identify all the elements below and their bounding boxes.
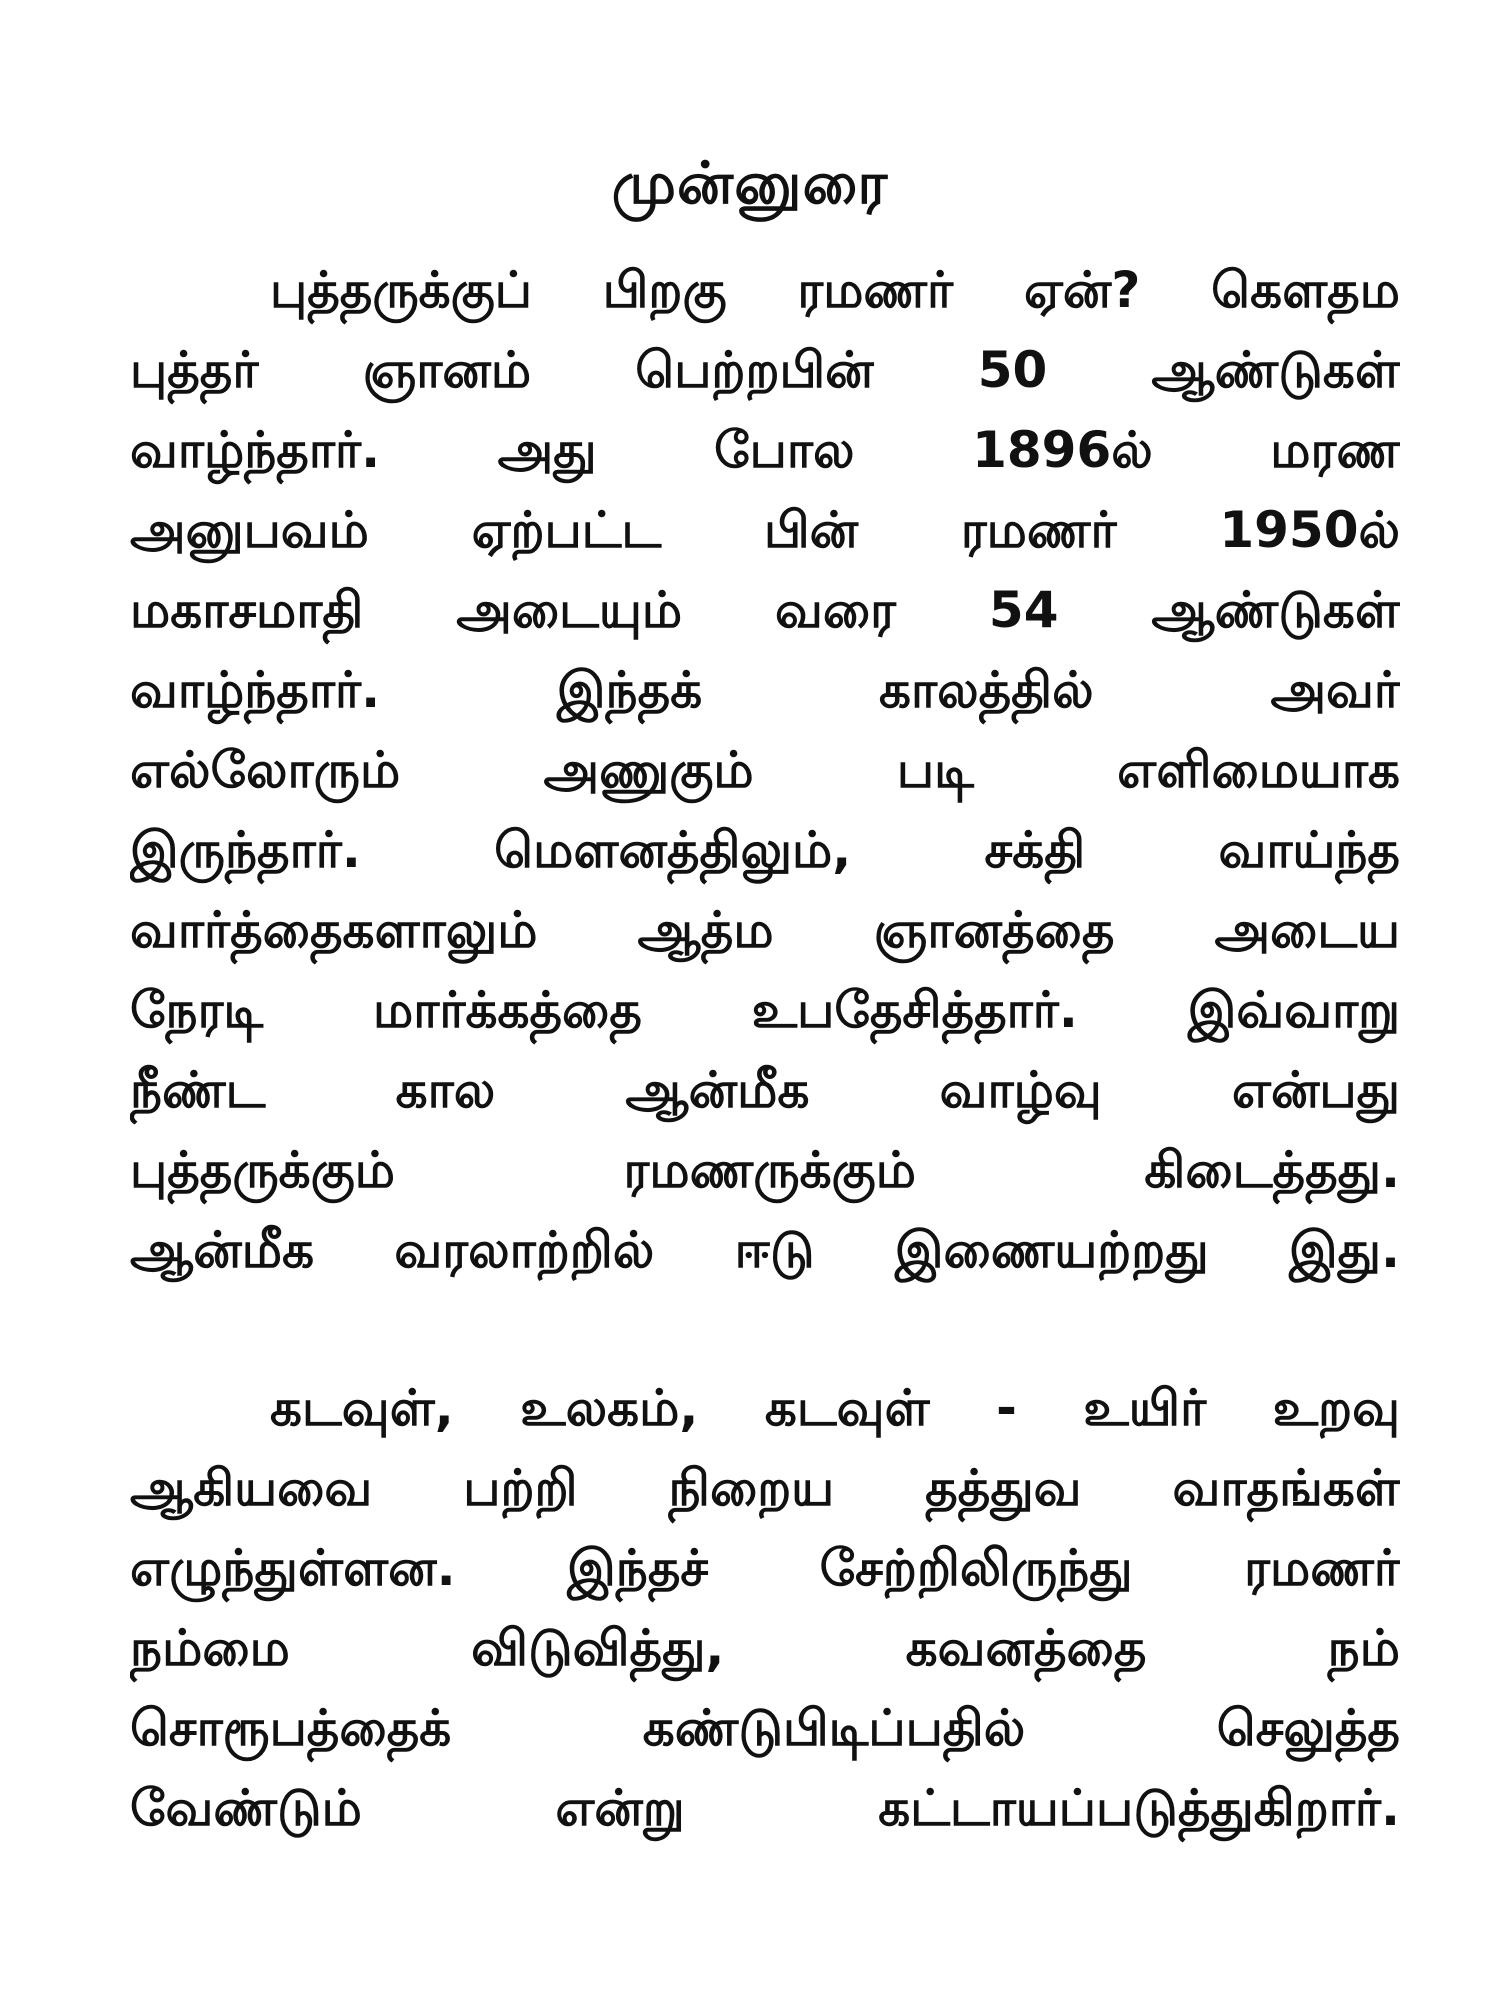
text-line: வாழ்ந்தார். அது போல 1896ல் மரண: [130, 421, 1400, 479]
text-line: வார்த்தைகளாலும் ஆத்ம ஞானத்தை அடைய: [130, 901, 1400, 959]
text-line: ஆகியவை பற்றி நிறைய தத்துவ வாதங்கள்: [130, 1459, 1400, 1517]
text-line: வேண்டும் என்று கட்டாயப்படுத்துகிறார்.: [130, 1779, 1400, 1837]
text-line: சொரூபத்தைக் கண்டுபிடிப்பதில் செலுத்த: [130, 1699, 1400, 1757]
page-title: முன்னுரை: [611, 149, 889, 217]
paragraph-1: [130, 250, 1400, 1290]
text-line: மகாசமாதி அடையும் வரை 54 ஆண்டுகள்: [130, 581, 1400, 639]
text-line: புத்தருக்கும் ரமணருக்கும் கிடைத்தது.: [130, 1141, 1400, 1199]
text-line: எல்லோரும் அணுகும் படி எளிமையாக: [130, 741, 1400, 799]
text-line: இருந்தார். மௌனத்திலும், சக்தி வாய்ந்த: [130, 821, 1400, 879]
text-line: புத்தர் ஞானம் பெற்றபின் 50 ஆண்டுகள்: [130, 341, 1400, 399]
text-line: ஆன்மீக வரலாற்றில் ஈடு இணையற்றது இது.: [130, 1221, 1400, 1279]
text-line: எழுந்துள்ளன. இந்தச் சேற்றிலிருந்து ரமணர்: [130, 1539, 1400, 1597]
text-line: நேரடி மார்க்கத்தை உபதேசித்தார். இவ்வாறு: [130, 981, 1400, 1039]
text-line: நம்மை விடுவித்து, கவனத்தை நம்: [130, 1619, 1400, 1677]
text-line: வாழ்ந்தார். இந்தக் காலத்தில் அவர்: [130, 661, 1400, 719]
text-line: அனுபவம் ஏற்பட்ட பின் ரமணர் 1950ல்: [130, 501, 1400, 559]
paragraph-2: [130, 1368, 1400, 1848]
text-line: கடவுள், உலகம், கடவுள் - உயிர் உறவு: [270, 1379, 1400, 1437]
text-line: புத்தருக்குப் பிறகு ரமணர் ஏன்? கௌதம: [270, 261, 1400, 319]
text-line: நீண்ட கால ஆன்மீக வாழ்வு என்பது: [130, 1061, 1400, 1119]
